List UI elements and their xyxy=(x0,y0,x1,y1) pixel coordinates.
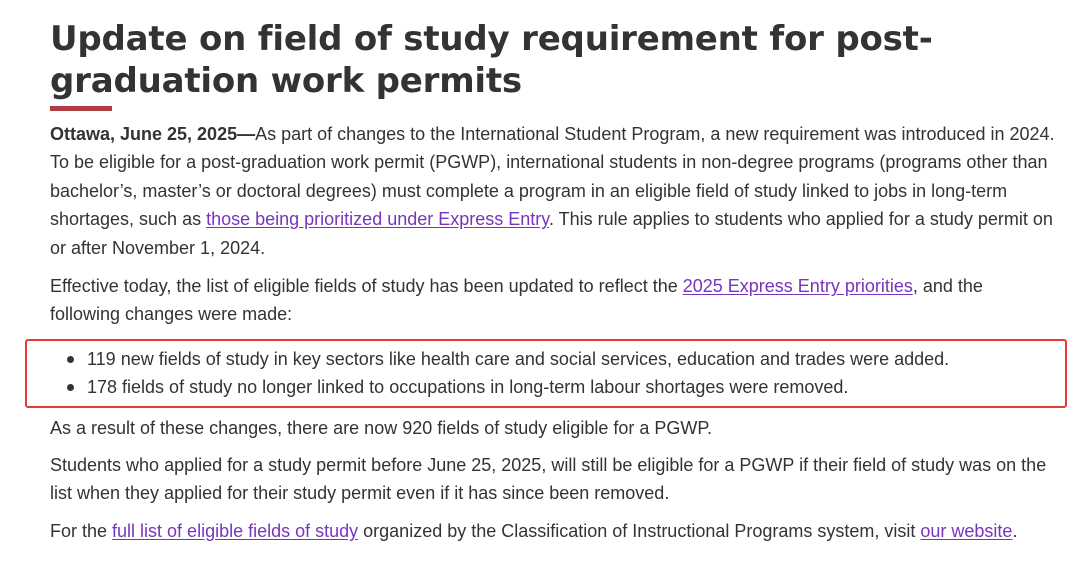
intro-text-end: . This rule applies to students who applied for a study permit on or after November 1, 2024. xyxy=(50,209,1053,258)
changes-list xyxy=(27,345,1065,402)
changes-highlight-box xyxy=(25,339,1067,408)
update-paragraph xyxy=(50,272,1055,329)
page-title: Update on field of study requirement for post-graduation work permits xyxy=(50,19,933,101)
express-entry-priorities-link[interactable]: those being prioritized under Express Entry xyxy=(206,209,549,230)
list-item: 119 new fields of study in key sectors like health care and social services, education and trades were added. xyxy=(62,345,1065,373)
express-entry-2025-link[interactable]: 2025 Express Entry priorities xyxy=(682,276,913,297)
update-text-end: , and the following changes were made: xyxy=(50,276,983,325)
full-list-paragraph: For the full list of eligible fields of study organized by the Classification of Instructional Programs system, visit our website. xyxy=(50,520,1018,541)
article-body xyxy=(50,120,1055,545)
bullet-icon xyxy=(67,384,74,391)
result-paragraph: As a result of these changes, there are now 920 fields of study eligible for a PGWP. xyxy=(50,417,713,438)
full-list-link[interactable]: full list of eligible fields of study xyxy=(112,520,359,541)
title-underline-rule xyxy=(50,106,112,111)
intro-text: As part of changes to the International Student Program, a new requirement was introduced in 2024. To be eligible for a post-graduation work permit (PGWP), international students in non-degree programs (programs other than bachelor’s, master’s or doctoral degrees) must complete a program in an eligible field of study linked to jobs in long-term shortages, such as xyxy=(50,124,1055,230)
our-website-link[interactable]: our website xyxy=(920,520,1013,541)
intro-paragraph xyxy=(50,120,1055,262)
eligibility-paragraph: Students who applied for a study permit before June 25, 2025, will still be eligible for a PGWP if their field of study was on the list when they applied for their study permit even if it has since been removed. xyxy=(50,455,1047,504)
list-item: 178 fields of study no longer linked to occupations in long-term labour shortages were removed. xyxy=(62,373,1065,401)
bullet-icon xyxy=(67,356,74,363)
update-text: Effective today, the list of eligible fields of study has been updated to reflect the xyxy=(50,276,683,297)
dateline: Ottawa, June 25, 2025— xyxy=(50,124,256,144)
